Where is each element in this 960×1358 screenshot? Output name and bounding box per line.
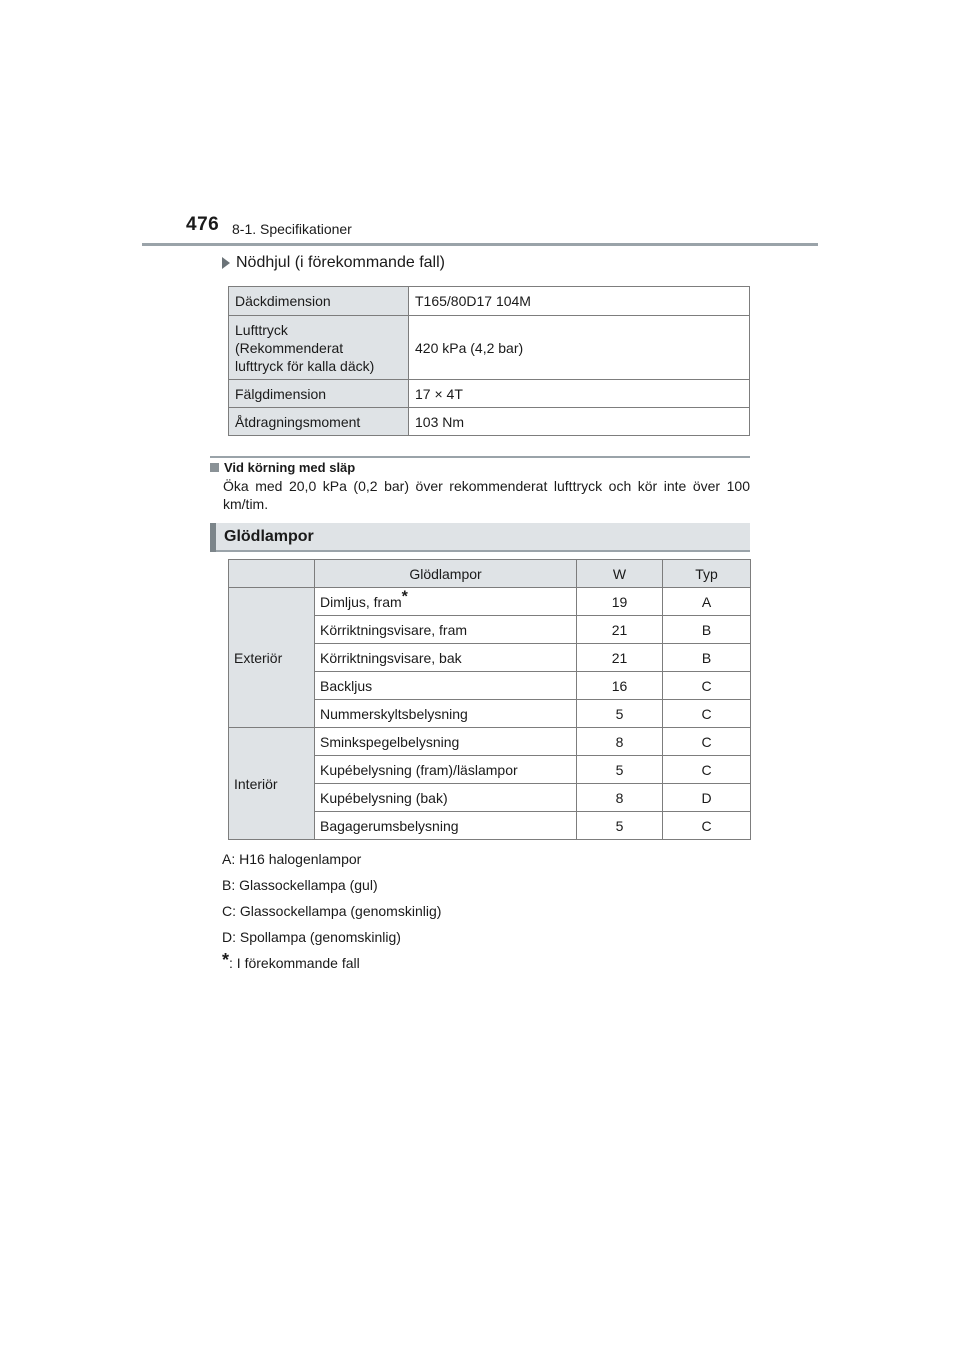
bulbs-table: [228, 559, 751, 840]
bulb-type: B: [663, 616, 751, 644]
bulb-type: B: [663, 644, 751, 672]
table-row: [229, 380, 750, 408]
section-accent-bar: [210, 523, 216, 552]
table-row: [229, 728, 751, 756]
trailer-divider: [210, 456, 750, 458]
spec-label: [229, 316, 409, 380]
spare-wheel-heading-text: Nödhjul (i förekommande fall): [236, 254, 445, 271]
spec-label-line: lufttryck för kalla däck): [235, 357, 375, 374]
table-header-row: [229, 560, 751, 588]
bulb-name: [315, 588, 577, 616]
bulb-watt: 5: [577, 812, 663, 840]
bulb-watt: 21: [577, 616, 663, 644]
bulbs-section-header: [210, 523, 750, 552]
bulb-watt: 5: [577, 700, 663, 728]
legend-item: D: Spollampa (genomskinlig): [222, 929, 401, 945]
legend-item: A: H16 halogenlampor: [222, 851, 362, 867]
bulb-name: Körriktningsvisare, fram: [315, 616, 577, 644]
bulb-type: C: [663, 812, 751, 840]
bulb-type: D: [663, 784, 751, 812]
spec-value: 420 kPa (4,2 bar): [409, 316, 750, 380]
trailer-note: [210, 456, 750, 513]
bulb-type: A: [663, 588, 751, 616]
group-label: Exteriör: [229, 588, 315, 728]
page-number: 476: [186, 214, 220, 235]
square-bullet-icon: [210, 463, 219, 472]
group-label: Interiör: [229, 728, 315, 840]
footnote-asterisk: *: [222, 950, 230, 970]
legend-item: B: Glassockellampa (gul): [222, 877, 378, 893]
bulb-watt: 16: [577, 672, 663, 700]
bulb-watt: 19: [577, 588, 663, 616]
bulb-type: C: [663, 728, 751, 756]
trailer-note-text: Öka med 20,0 kPa (0,2 bar) över rekommenderat lufttryck och kör inte över 100 km/tim.: [223, 478, 750, 512]
spec-label-line: Lufttryck: [235, 321, 288, 338]
column-header: Glödlampor: [315, 560, 577, 588]
bulb-name: Bagagerumsbelysning: [315, 812, 577, 840]
bulb-name: Backljus: [315, 672, 577, 700]
bulb-name: Körriktningsvisare, bak: [315, 644, 577, 672]
bulb-name: Nummerskyltsbelysning: [315, 700, 577, 728]
bulb-name: Sminkspegelbelysning: [315, 728, 577, 756]
footnote-marker: *: [401, 587, 408, 605]
column-header: W: [577, 560, 663, 588]
footnote: [222, 950, 441, 980]
trailer-note-title: [210, 460, 750, 475]
bulb-watt: 5: [577, 756, 663, 784]
column-header: Typ: [663, 560, 751, 588]
bulb-legend: [222, 850, 441, 980]
bulb-watt: 21: [577, 644, 663, 672]
bulb-name-text: Dimljus, fram: [320, 593, 402, 610]
table-row: [229, 316, 750, 380]
legend-item: C: Glassockellampa (genomskinlig): [222, 903, 442, 919]
header-divider: [142, 243, 818, 246]
table-row: [229, 588, 751, 616]
bulb-type: C: [663, 700, 751, 728]
spec-label: Åtdragningsmoment: [229, 408, 409, 436]
spec-value: T165/80D17 104M: [409, 287, 750, 316]
bulb-watt: 8: [577, 728, 663, 756]
footnote-text: : I förekommande fall: [229, 955, 360, 971]
spec-value: 17 × 4T: [409, 380, 750, 408]
spare-wheel-heading: [222, 254, 445, 272]
bulb-type: C: [663, 756, 751, 784]
spec-label: Däckdimension: [229, 287, 409, 316]
bulb-type: C: [663, 672, 751, 700]
triangle-bullet-icon: [222, 257, 230, 269]
bulb-name: Kupébelysning (fram)/läslampor: [315, 756, 577, 784]
spec-label: Fälgdimension: [229, 380, 409, 408]
column-header: [229, 560, 315, 588]
spec-label-line: (Rekommenderat: [235, 339, 344, 356]
spare-wheel-table: [228, 286, 750, 436]
table-row: [229, 408, 750, 436]
table-row: [229, 287, 750, 316]
trailer-note-title-text: Vid körning med släp: [224, 460, 356, 475]
spec-value: 103 Nm: [409, 408, 750, 436]
bulb-name: Kupébelysning (bak): [315, 784, 577, 812]
bulbs-section-title: Glödlampor: [224, 528, 314, 545]
section-title: 8-1. Specifikationer: [232, 221, 352, 237]
bulb-watt: 8: [577, 784, 663, 812]
